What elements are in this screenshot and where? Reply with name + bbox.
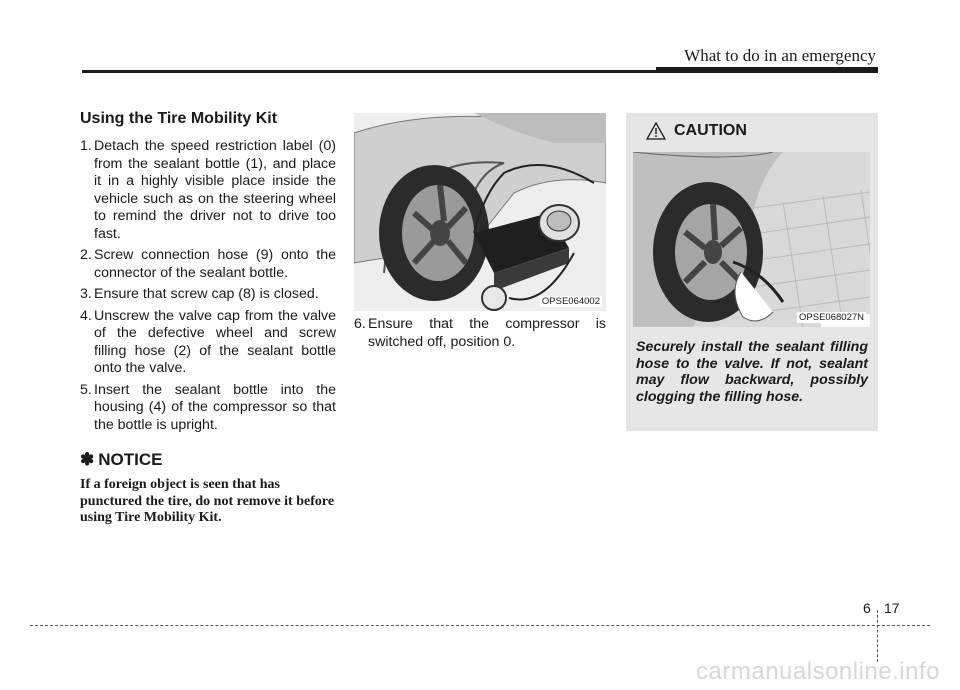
caution-box (626, 113, 878, 431)
step-number: 6. (354, 316, 366, 332)
step-number: 4. (80, 307, 92, 324)
warning-triangle-icon (646, 122, 666, 140)
section-heading: Using the Tire Mobility Kit (80, 110, 278, 127)
compressor-illustration (354, 113, 606, 311)
notice-heading (80, 450, 336, 470)
caution-header (646, 122, 747, 140)
caution-figure (633, 152, 870, 327)
footer-divider (877, 610, 878, 662)
notice-block (80, 450, 336, 527)
left-column (80, 110, 336, 438)
header-title: What to do in an emergency (684, 46, 876, 65)
step-item (80, 138, 336, 243)
figure-code: OPSE068027N (799, 312, 864, 323)
step-text: Insert the sealant bottle into the housing (4) of the compressor so that the bottle is upright. (94, 381, 336, 433)
step-item (80, 382, 336, 435)
notice-title: NOTICE (98, 450, 163, 469)
caution-title: CAUTION (674, 122, 747, 139)
step-text: Detach the speed restriction label (0) from the sealant bottle (1), and place it in a highly visible place inside the vehicle such as on the steering wheel to remind the driver not to drive too fast. (94, 138, 336, 242)
step-item (354, 316, 606, 351)
step-item (80, 308, 336, 378)
step-item (80, 247, 336, 282)
notice-text: If a foreign object is seen that has punctured the tire, do not remove it before using Tire Mobility Kit. (80, 477, 335, 525)
page-number: 17 (884, 600, 900, 616)
figure-code: OPSE064002 (541, 296, 600, 307)
step-number: 3. (80, 286, 92, 302)
header-rule-accent (656, 67, 878, 73)
step-text: Ensure that screw cap (8) is closed. (94, 286, 319, 302)
watermark: carmanualsonline.info (696, 658, 940, 685)
section-number: 6 (863, 600, 871, 616)
step-text: Unscrew the valve cap from the valve of the defective wheel and screw filling hose (2) of the sealant bottle onto the valve. (94, 307, 336, 376)
asterisk-icon: ✽ (80, 450, 95, 469)
compressor-figure (354, 113, 606, 311)
footer-rule (30, 625, 930, 626)
caution-text: Securely install the sealant filling hose to the valve. If not, sealant may flow backward, possibly clogging the filling hose. (636, 339, 868, 405)
step-number: 1. (80, 138, 92, 154)
step-number: 5. (80, 381, 92, 398)
step-text: Screw connection hose (9) onto the connector of the sealant bottle. (94, 247, 336, 281)
sealant-hose-illustration (633, 152, 870, 327)
step-list (80, 138, 336, 434)
step-number: 2. (80, 247, 92, 263)
step-item (80, 286, 336, 304)
step-text: Ensure that the compressor is switched off, position 0. (368, 316, 606, 350)
